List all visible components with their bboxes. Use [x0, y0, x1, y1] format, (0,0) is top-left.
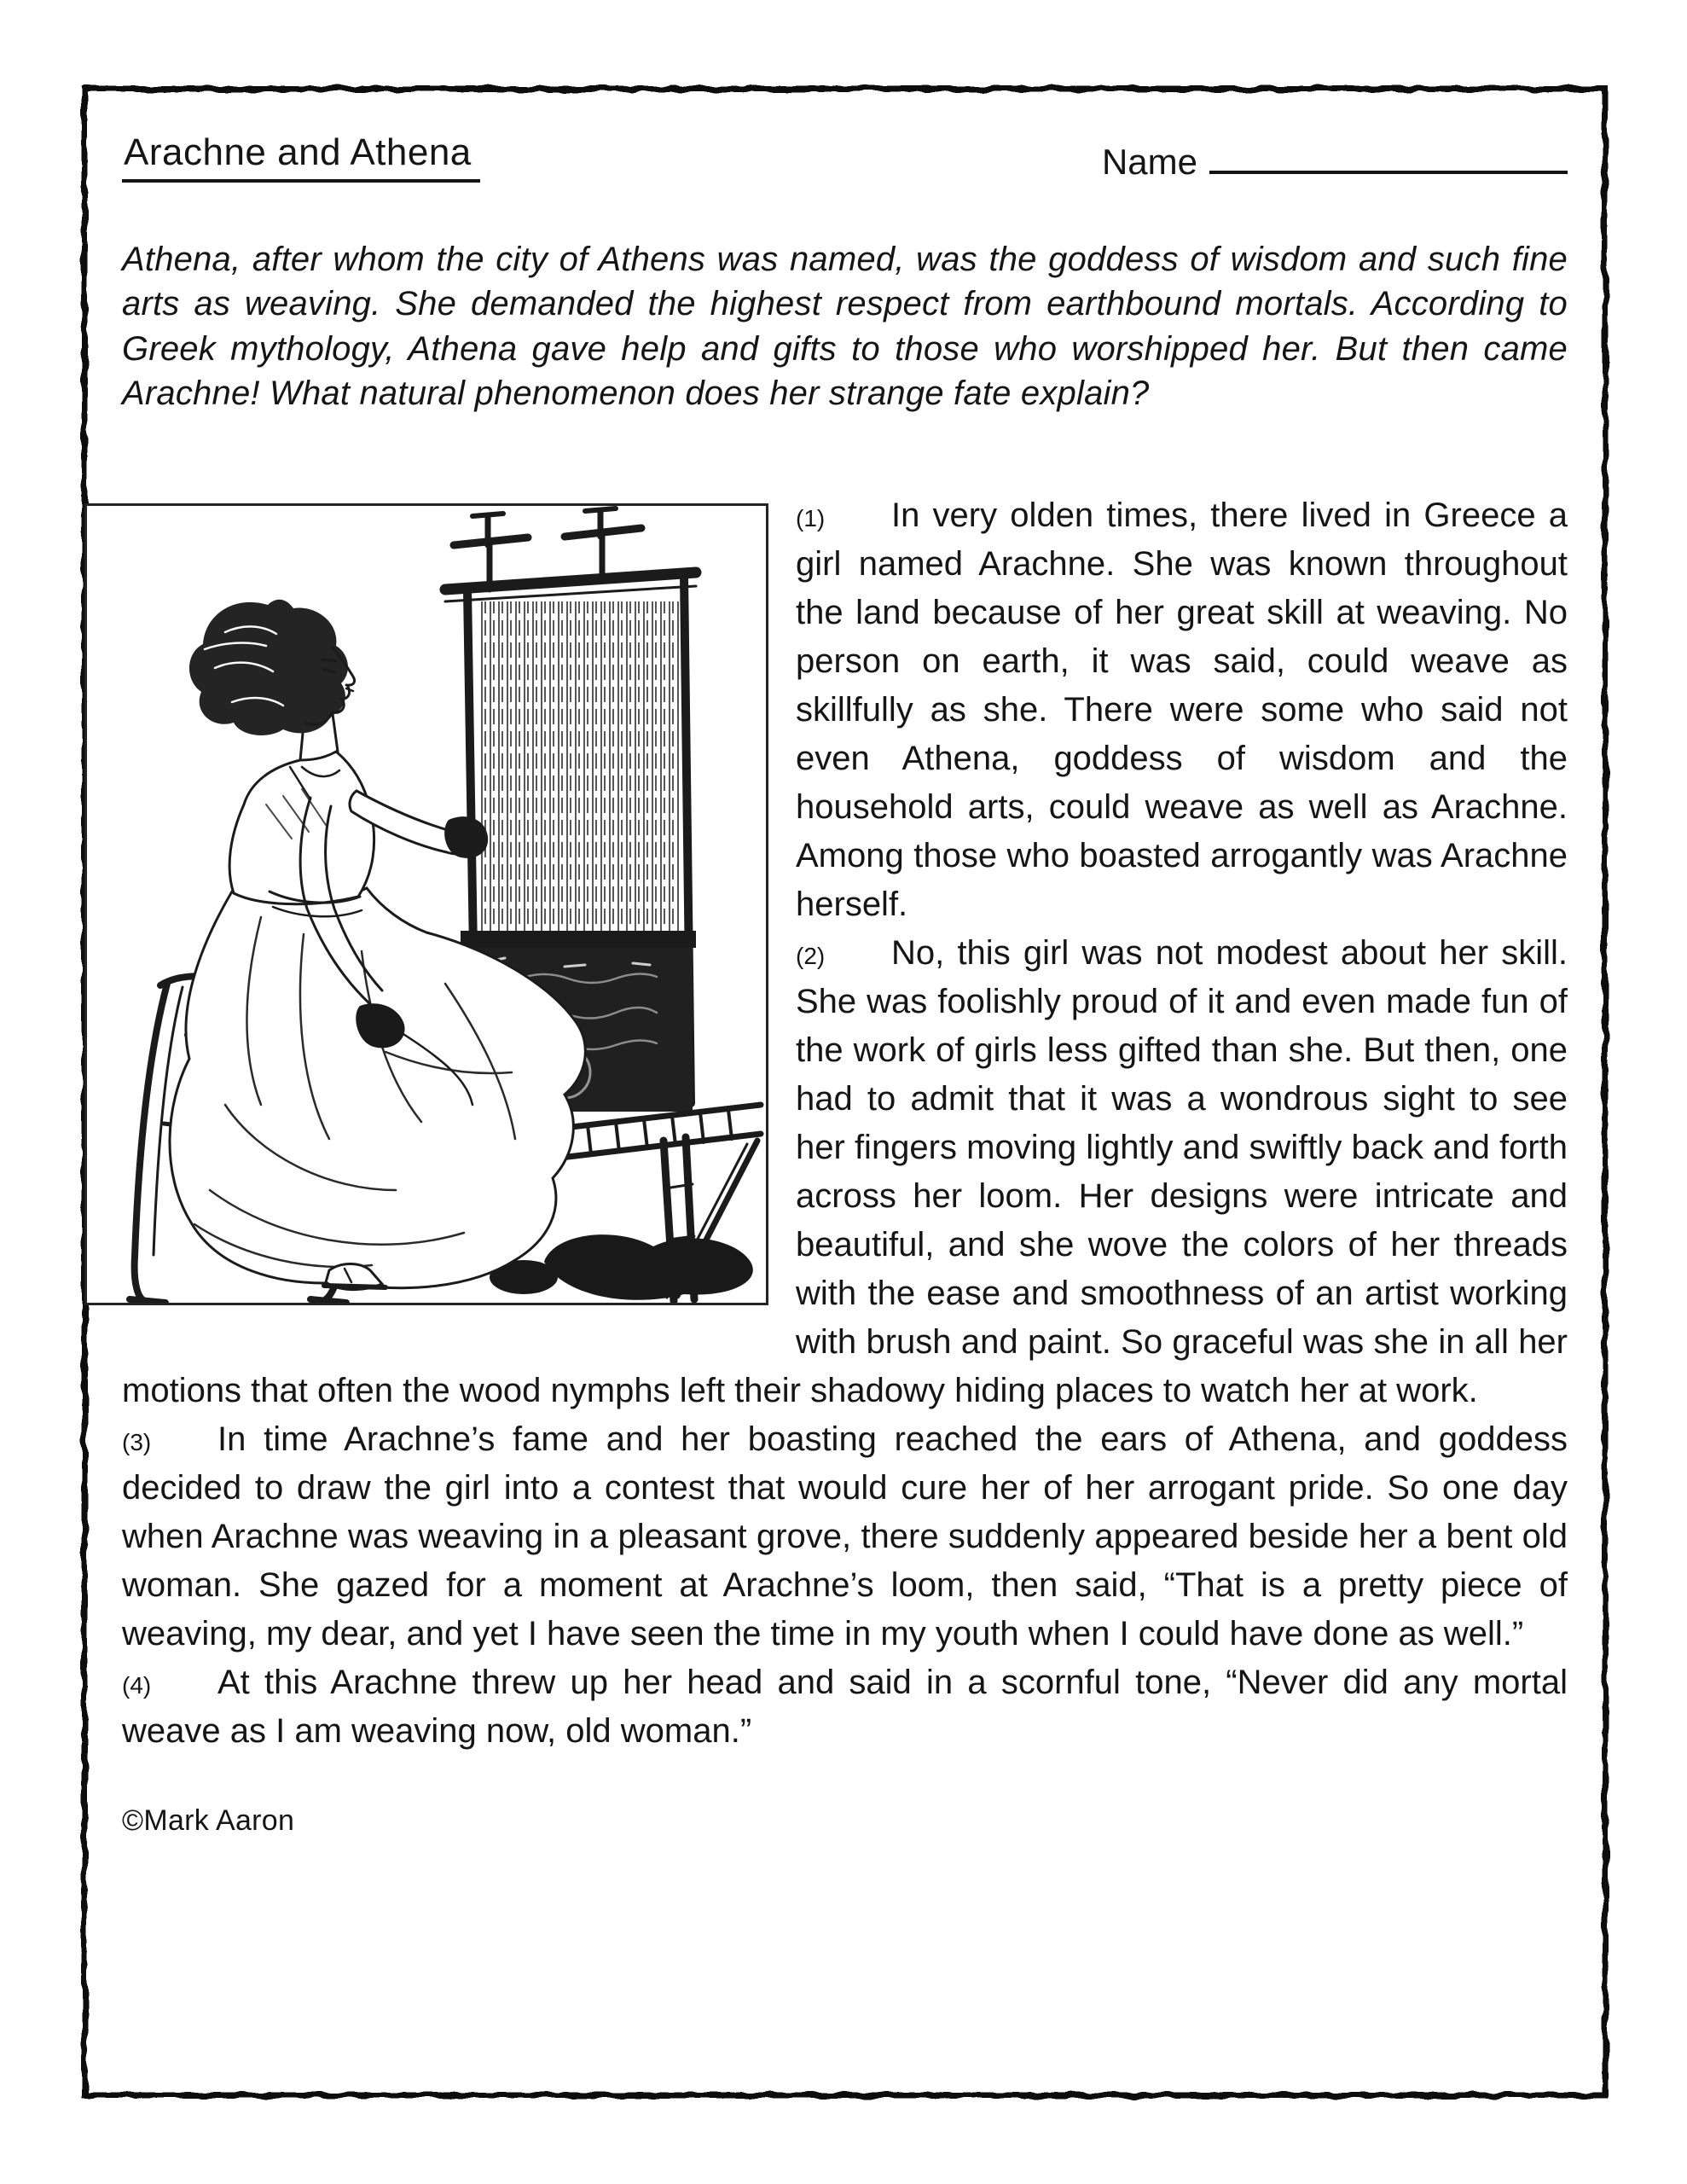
intro-paragraph: Athena, after whom the city of Athens was named, was the goddess of wisdom and such fine arts as weaving. She demanded the highest respect from earthbound mortals. According to Greek mythology, Athena gave help and gifts to those who worshipped her. But then came Arachne! What natural phenomenon does her strange fate explain?	[122, 241, 1568, 413]
paragraph-1-number: (1)	[796, 504, 826, 531]
name-field	[1102, 135, 1568, 183]
decorative-frame	[79, 84, 1610, 2100]
page-content	[79, 84, 1610, 1841]
copyright-credit: ©Mark Aaron	[122, 1804, 295, 1837]
loom-drawing	[87, 506, 766, 1303]
arachne-weaving-illustration	[84, 503, 768, 1305]
paragraph-3	[122, 1415, 1568, 1658]
header-row	[122, 131, 1568, 183]
paragraph-2-number: (2)	[796, 942, 826, 969]
paragraph-1-text: In very olden times, there lived in Greece a girl named Arachne. She was known throughout the land because of her great skill at weaving. No person on earth, it was said, could weave as skillfully as she. There were some who said not even Athena, goddess of wisdom and the household arts, could weave as well as Arachne. Among those who boasted arrogantly was Arachne herself.	[796, 496, 1568, 923]
paragraph-2-text: No, this girl was not modest about her skill. She was foolishly proud of it and even made fun of the work of girls less gifted than she. But then, one had to admit that it was a wondrous sight to see her fingers moving lightly and swiftly back and forth across her loom. Her designs were intricate and beautiful, and she wove the colors of her threads with the ease and smoothness of an artist working with brush and paint. So graceful was she in all her motions that often the wood nymphs left their shadowy hiding places to watch her at work.	[122, 933, 1568, 1409]
paragraph-4	[122, 1658, 1568, 1756]
name-label: Name	[1101, 142, 1197, 182]
page-title: Arachne and Athena	[122, 131, 480, 183]
passage-body	[122, 491, 1568, 1841]
name-blank-line	[1209, 135, 1568, 174]
paragraph-4-text: At this Arachne threw up her head and said in a scornful tone, “Never did any mortal weave as I am weaving now, old woman.”	[122, 1663, 1568, 1750]
paragraph-3-text: In time Arachne’s fame and her boasting reached the ears of Athena, and goddess decided to draw the girl into a contest that would cure her of her arrogant pride. So one day when Arachne was weaving in a pleasant grove, there suddenly appeared beside her a bent old woman. She gazed for a moment at Arachne’s loom, then said, “That is a pretty piece of weaving, my dear, and yet I have seen the time in my youth when I could have done as well.”	[122, 1420, 1568, 1653]
paragraph-3-number: (3)	[122, 1428, 152, 1455]
paragraph-4-number: (4)	[122, 1671, 152, 1699]
